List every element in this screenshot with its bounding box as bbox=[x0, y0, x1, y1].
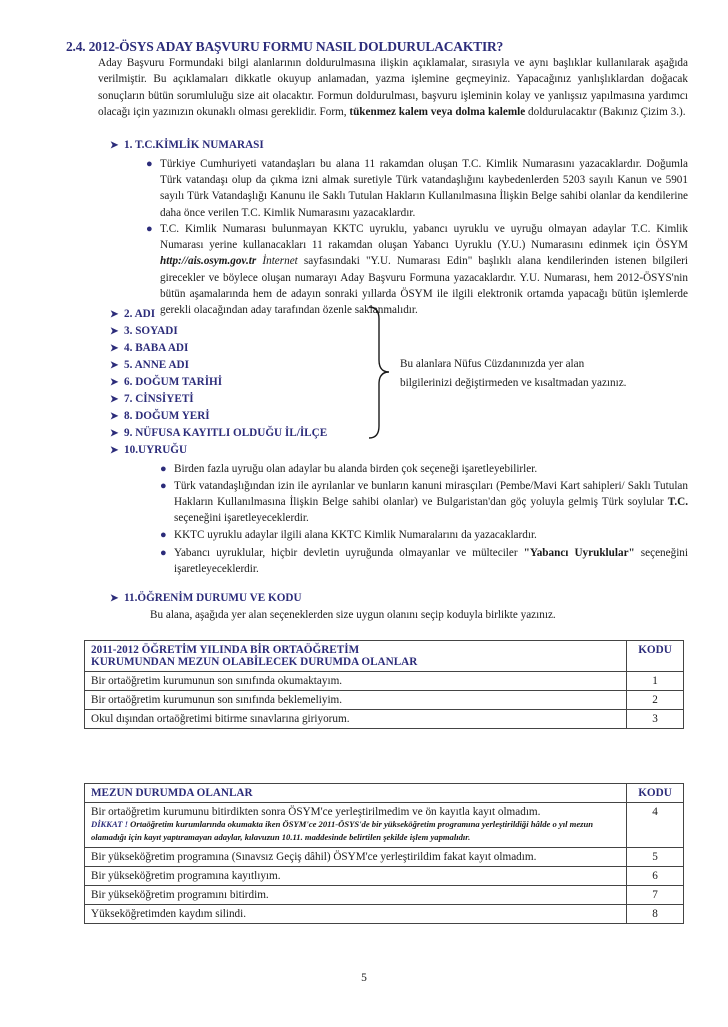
uyrugu-bullet-1: ● Birden fazla uyruğu olan adaylar bu alanda birden çok seçeneği işaretleyebilirler. bbox=[174, 461, 688, 477]
intro-paragraph bbox=[98, 55, 688, 121]
bullet-icon: ● bbox=[160, 480, 167, 492]
row-code: 8 bbox=[627, 905, 684, 924]
field-baba-adi: ➤ 4. BABA ADI bbox=[110, 342, 189, 354]
bullet-text: Türkiye Cumhuriyeti vatandaşları bu alana 11 rakamdan oluşan T.C. Kimlik Numarasını yazacaklardır. Doğumla Türk vatandaşı olup da çıkma izni almak suretiyle Türk vatandaşlığını kaybedenlerden 5203 sayılı Kanun ve 5901 sayılı Türk Vatandaşlığı Kanunu ile Saklı Tutulan Hakların Kullanılmasına İlişkin Belge sahibi olanlar da kendilerine daha önce verilen T.C. Kimlik Numarasını yazacaklardır. bbox=[160, 158, 688, 219]
uyrugu-bullet-3: ● KKTC uyruklu adaylar ilgili alana KKTC Kimlik Numaralarını da yazacaklardır. bbox=[174, 527, 688, 543]
arrow-right-icon: ➤ bbox=[110, 140, 119, 151]
field-dogum-yeri: ➤ 8. DOĞUM YERİ bbox=[110, 410, 210, 422]
arrow-right-icon: ➤ bbox=[110, 394, 119, 405]
field-adi: ➤ 2. ADI bbox=[110, 308, 156, 320]
code-header: KODU bbox=[627, 641, 684, 672]
item1-bullet-1 bbox=[146, 156, 688, 221]
row-text: Bir yükseköğretim programına (Sınavsız Geçiş dâhil) ÖSYM'ce yerleştirildim fakat kayıt olmadım. bbox=[85, 848, 627, 867]
arrow-right-icon: ➤ bbox=[110, 326, 119, 337]
row-text: Bir yükseköğretim programına kayıtlıyım. bbox=[85, 867, 627, 886]
bullet-icon: ● bbox=[146, 158, 153, 170]
arrow-right-icon: ➤ bbox=[110, 377, 119, 388]
arrow-right-icon: ➤ bbox=[110, 445, 119, 456]
row-code: 2 bbox=[627, 691, 684, 710]
arrow-right-icon: ➤ bbox=[110, 428, 119, 439]
item11-heading bbox=[110, 592, 302, 604]
curly-brace-icon bbox=[365, 305, 395, 440]
arrow-right-icon: ➤ bbox=[110, 360, 119, 371]
uyrugu-bullet-4: ● Yabancı uyruklular, hiçbir devletin uyruğunda olmayanlar ve mülteciler "Yabancı Uyruklular" seçeneğini işaretleyeceklerdir. bbox=[160, 547, 689, 576]
row-text: Bir ortaöğretim kurumunun son sınıfında beklemeliyim. bbox=[85, 691, 627, 710]
item11-title: 11.ÖĞRENİM DURUMU VE KODU bbox=[124, 592, 302, 604]
bullet-icon: ● bbox=[160, 529, 167, 541]
arrow-right-icon: ➤ bbox=[110, 593, 119, 604]
field-uyrugu: ➤ 10.UYRUĞU bbox=[110, 444, 188, 456]
item11-subtitle: Bu alana, aşağıda yer alan seçeneklerden size uygun olanını seçip koduyla birlikte yazınız. bbox=[150, 609, 556, 621]
row-code: 5 bbox=[627, 848, 684, 867]
table-row bbox=[85, 867, 684, 886]
field-anne-adi: ➤ 5. ANNE ADI bbox=[110, 359, 189, 371]
brace-note-line1: Bu alanlara Nüfus Cüzdanınızda yer alan bbox=[400, 358, 585, 370]
table-header-row bbox=[85, 641, 684, 672]
field-cinsiyeti: ➤ 7. CİNSİYETİ bbox=[110, 393, 194, 405]
page-number: 5 bbox=[361, 972, 367, 984]
table-row bbox=[85, 886, 684, 905]
intro-text: Aday Başvuru Formundaki bilgi alanlarının doldurulmasına ilişkin açıklamalar, sırasıyla ve aynı başlıklar kullanılarak aşağıda verilmiştir. Bu açıklamaları dikkatle okuyup anlamadan, yazma işlemine geçmeyiniz. Yapacağınız yanlışlıklardan doğacak sonuçların bütün sorumluluğu size ait olacaktır. Formun doldurulması, başvuru işleminin kolay ve yanlışsız yapılmasına yardımcı olacağı için yazınızın okunaklı olması gereklidir. Form, bbox=[98, 57, 688, 119]
dikkat-note: DİKKAT ! Ortaöğretim kurumlarında okumakta iken ÖSYM'ce 2011-ÖSYS'de bir yükseköğretim programına yerleştirildiği hâlde o yıl mezun olamadığı için kayıt yaptıramayan adaylar, kılavuzun 10.11. maddesinde belirtilen şekilde işlem yapmalıdır. bbox=[91, 819, 594, 842]
bullet-icon: ● bbox=[146, 223, 153, 235]
arrow-right-icon: ➤ bbox=[110, 309, 119, 320]
field-dogum-tarihi: ➤ 6. DOĞUM TARİHİ bbox=[110, 376, 223, 388]
row-text: Bir yükseköğretim programını bitirdim. bbox=[85, 886, 627, 905]
row-code: 3 bbox=[627, 710, 684, 729]
link-text: http://ais.osym.gov.tr bbox=[160, 255, 257, 268]
bullet-text: T.C. Kimlik Numarası bulunmayan KKTC uyruklu, yabancı uyruklu ve uyruğu olmayan adaylar T.C. Kimlik Numarası yerine kullanacakları 11 rakamdan oluşan Yabancı Uyruklu (Y.U.) Numarasını edinmek için ÖSYM bbox=[160, 223, 688, 252]
table-row bbox=[85, 905, 684, 924]
row-text: Okul dışından ortaöğretimi bitirme sınavlarına giriyorum. bbox=[85, 710, 627, 729]
brace-note-line2: bilgilerinizi değiştirmeden ve kısaltmadan yazınız. bbox=[400, 377, 627, 389]
intro-bold: tükenmez kalem veya dolma kalemle bbox=[349, 106, 526, 119]
table-header: 2011-2012 ÖĞRETİM YILINDA BİR ORTAÖĞRETİM KURUMUNDAN MEZUN OLABİLECEK DURUMDA OLANLAR bbox=[85, 641, 627, 672]
table-mezun bbox=[84, 783, 684, 924]
bullet-icon: ● bbox=[160, 463, 167, 475]
row-text: Bir ortaöğretim kurumunun son sınıfında okumaktayım. bbox=[85, 672, 627, 691]
item1-bullet-2 bbox=[146, 221, 689, 318]
table-row bbox=[85, 848, 684, 867]
table-row bbox=[85, 672, 684, 691]
table-row bbox=[85, 803, 684, 848]
table-header-row bbox=[85, 784, 684, 803]
table-ortaogretim bbox=[84, 640, 684, 729]
item1-heading bbox=[110, 139, 264, 151]
intro-tail: doldurulacaktır (Bakınız Çizim 3.). bbox=[528, 106, 686, 119]
field-nufusa-kayitli: ➤ 9. NÜFUSA KAYITLI OLDUĞU İL/İLÇE bbox=[110, 427, 328, 439]
uyrugu-bullet-2: ● Türk vatandaşlığından izin ile ayrılanlar ve bunların kanuni mirasçıları (Pembe/Mavi Kart sahipleri/ Saklı Tutulan Hakların Kullanılmasına İlişkin Belge sahibi olanlar) ve Bulgaristan'dan göç yoluyla gelmiş Türk soylular T.C. seçeneğini işaretleyeceklerdir. bbox=[160, 480, 689, 525]
table-header: MEZUN DURUMDA OLANLAR bbox=[85, 784, 627, 803]
row-code: 7 bbox=[627, 886, 684, 905]
row-text: Yükseköğretimden kaydım silindi. bbox=[85, 905, 627, 924]
table-row bbox=[85, 710, 684, 729]
item1-title: 1. T.C.KİMLİK NUMARASI bbox=[124, 139, 264, 151]
code-header: KODU bbox=[627, 784, 684, 803]
table-row bbox=[85, 691, 684, 710]
row-code: 4 bbox=[627, 803, 684, 848]
section-title: 2.4. 2012-ÖSYS ADAY BAŞVURU FORMU NASIL DOLDURULACAKTIR? bbox=[66, 39, 504, 54]
row-code: 1 bbox=[627, 672, 684, 691]
field-soyadi: ➤ 3. SOYADI bbox=[110, 325, 178, 337]
bullet-icon: ● bbox=[160, 547, 167, 559]
row-code: 6 bbox=[627, 867, 684, 886]
internet-text: İnternet bbox=[262, 255, 298, 268]
row-text: Bir ortaöğretim kurumunu bitirdikten sonra ÖSYM'ce yerleştirilmedim ve ön kayıtla kayıt olmadım. DİKKAT ! Ortaöğretim kurumlarında okumakta iken ÖSYM'ce 2011-ÖSYS'de bir yükseköğretim programına yerleştirildiği hâlde o yıl mezun olamadığı için kayıt yaptıramayan adaylar, kılavuzun 10.11. maddesinde belirtilen şekilde işlem yapmalıdır. bbox=[85, 803, 627, 848]
arrow-right-icon: ➤ bbox=[110, 343, 119, 354]
arrow-right-icon: ➤ bbox=[110, 411, 119, 422]
bullet-text-cont: sayfasındaki "Y.U. Numarası Edin" başlıklı alana kendilerinden istenen bilgileri girecekler ve böylece oluşan numarayı Aday Başvuru Formuna yazacaklardır. Y.U. Numarası, hem 2012-ÖSYS'nin bütün aşamalarında hem de adayın sonraki yıllarda ÖSYM ile ilgili elektronik ortamda yapacağı bütün işlemlerde gerekli olacağından aday tarafından özenle saklanmalıdır. bbox=[160, 255, 689, 317]
